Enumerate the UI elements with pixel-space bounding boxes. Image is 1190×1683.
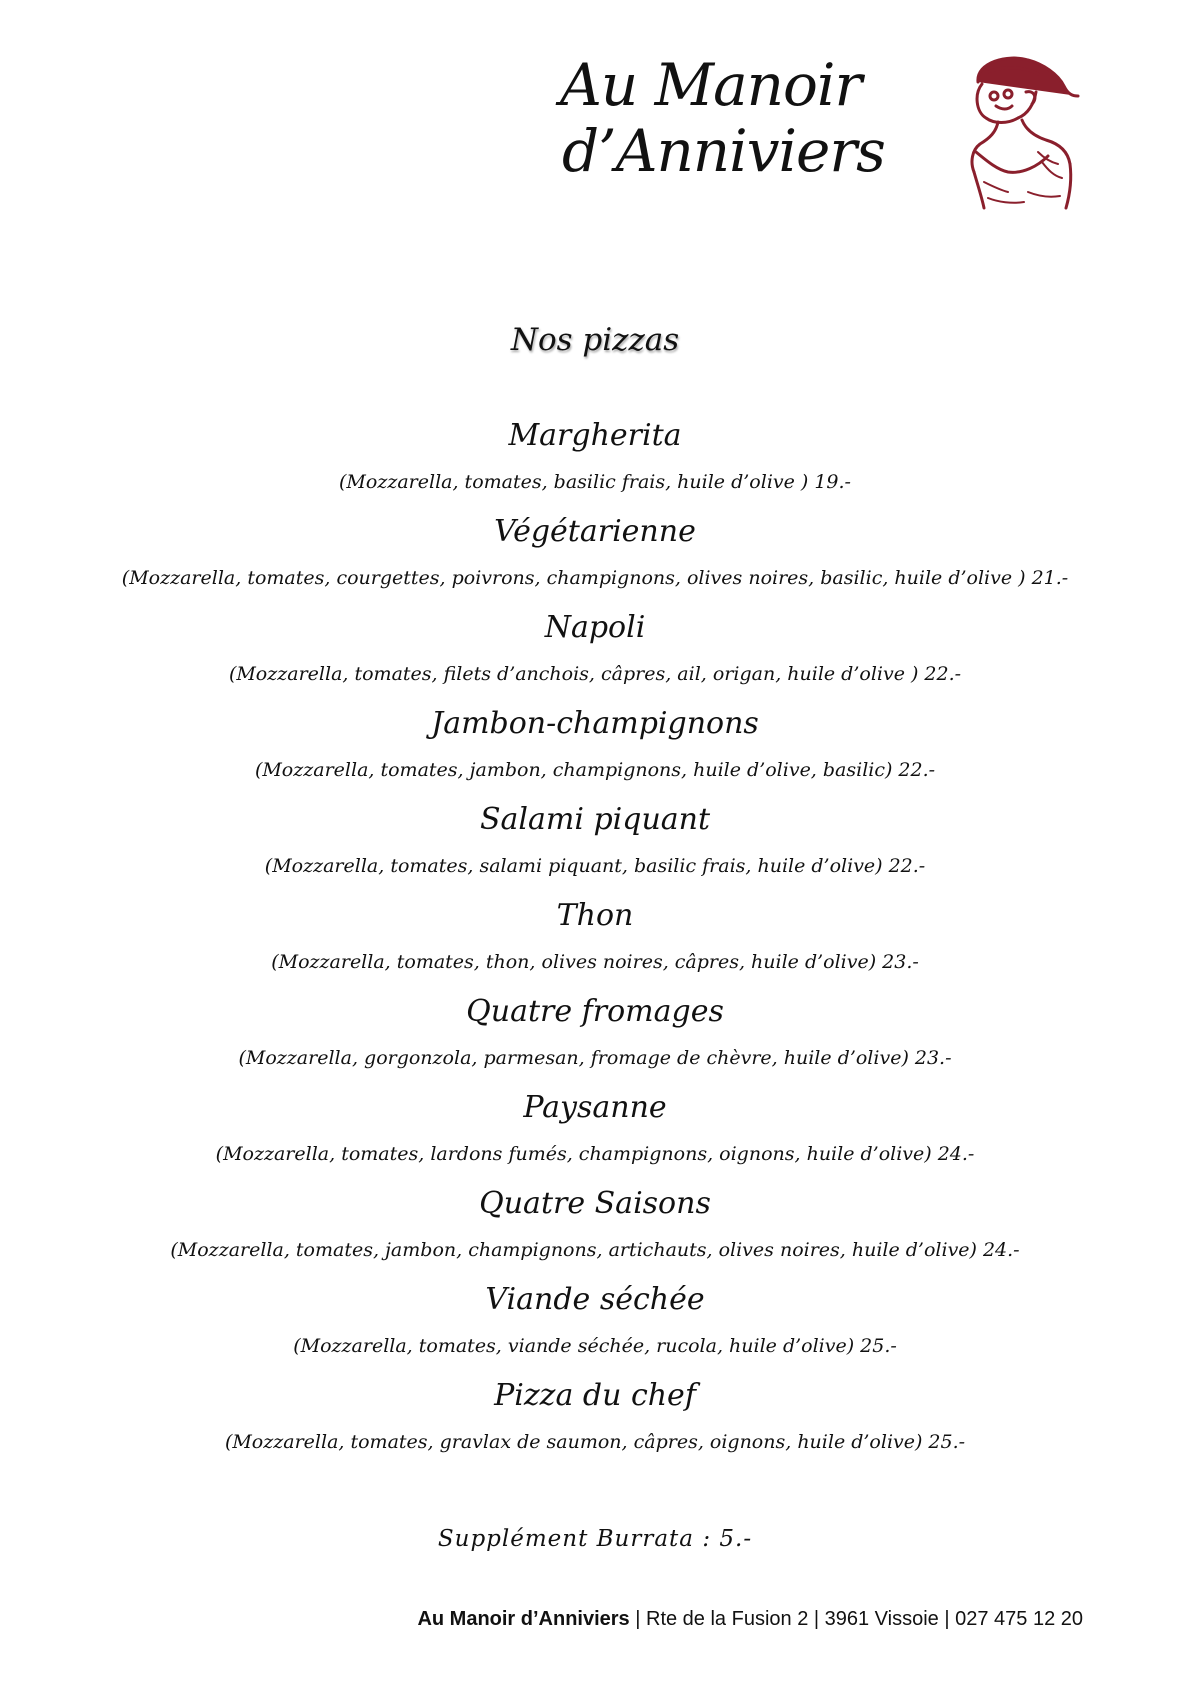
pizza-price: 25.-: [860, 1335, 897, 1357]
pizza-price: 25.-: [928, 1431, 966, 1453]
section-title: Nos pizzas: [510, 322, 680, 358]
pizza-name: Viande séchée: [485, 1282, 705, 1317]
pizza-menu: [0, 416, 1190, 1472]
pizza-price: 22.-: [888, 855, 926, 877]
pizza-price: 22.-: [898, 759, 936, 781]
footer-address: [417, 1608, 1083, 1631]
menu-item: [0, 704, 1190, 800]
pizza-price: 24.-: [982, 1239, 1020, 1261]
footer-details: | Rte de la Fusion 2 | 3961 Vissoie | 027 475 12 20: [629, 1608, 1083, 1630]
pizza-description: (Mozzarella, tomates, jambon, champignons, huile d’olive, basilic) 22.-: [254, 759, 936, 781]
pizza-price: 23.-: [914, 1047, 952, 1069]
menu-item: [0, 896, 1190, 992]
pizza-name: Margherita: [508, 418, 682, 453]
pizza-description: (Mozzarella, tomates, viande séchée, rucola, huile d’olive) 25.-: [293, 1335, 897, 1357]
menu-item: [0, 1088, 1190, 1184]
pizza-name: Paysanne: [523, 1090, 667, 1125]
pizza-price: 21.-: [1031, 567, 1069, 589]
pizza-name: Thon: [556, 898, 634, 933]
pizza-price: 24.-: [937, 1143, 975, 1165]
pizza-name: Napoli: [544, 610, 646, 645]
menu-item: [0, 512, 1190, 608]
pizza-description: (Mozzarella, tomates, lardons fumés, champignons, oignons, huile d’olive) 24.-: [215, 1143, 975, 1165]
pizza-description: (Mozzarella, tomates, gravlax de saumon, câpres, oignons, huile d’olive) 25.-: [224, 1431, 966, 1453]
pizza-description: (Mozzarella, tomates, basilic frais, huile d’olive ) 19.-: [339, 471, 851, 493]
menu-item: [0, 416, 1190, 512]
pizza-description: (Mozzarella, tomates, thon, olives noires, câpres, huile d’olive) 23.-: [271, 951, 919, 973]
pizza-name: Salami piquant: [479, 802, 711, 837]
pizza-description: (Mozzarella, gorgonzola, parmesan, fromage de chèvre, huile d’olive) 23.-: [238, 1047, 952, 1069]
pizza-description: (Mozzarella, tomates, filets d’anchois, câpres, ail, origan, huile d’olive ) 22.-: [228, 663, 962, 685]
menu-item: [0, 800, 1190, 896]
pizza-name: Jambon-champignons: [431, 706, 759, 741]
pizza-description: (Mozzarella, tomates, courgettes, poivrons, champignons, olives noires, basilic, huile d’olive ) 21.-: [121, 567, 1069, 589]
footer-name: Au Manoir d’Anniviers: [417, 1608, 630, 1630]
menu-item: [0, 608, 1190, 704]
pizza-description: (Mozzarella, tomates, salami piquant, basilic frais, huile d’olive) 22.-: [264, 855, 926, 877]
pizza-description: (Mozzarella, tomates, jambon, champignons, artichauts, olives noires, huile d’olive) 24.-: [170, 1239, 1020, 1261]
pizza-price: 23.-: [882, 951, 919, 973]
pizza-name: Quatre Saisons: [479, 1186, 711, 1221]
pizza-name: Quatre fromages: [466, 994, 724, 1029]
menu-item: [0, 992, 1190, 1088]
menu-item: [0, 1184, 1190, 1280]
restaurant-name-line2: d’Anniviers: [562, 117, 885, 185]
pizza-name: Pizza du chef: [494, 1378, 696, 1413]
menu-item: [0, 1280, 1190, 1376]
pizza-price: 19.-: [814, 471, 851, 493]
pizza-name: Végétarienne: [494, 514, 696, 549]
chef-mascot-icon: [968, 52, 1080, 212]
menu-item: [0, 1376, 1190, 1472]
restaurant-name-line1: Au Manoir: [560, 51, 862, 119]
supplement-note: Supplément Burrata : 5.-: [437, 1526, 753, 1552]
pizza-price: 22.-: [924, 663, 962, 685]
restaurant-name: [560, 52, 920, 184]
